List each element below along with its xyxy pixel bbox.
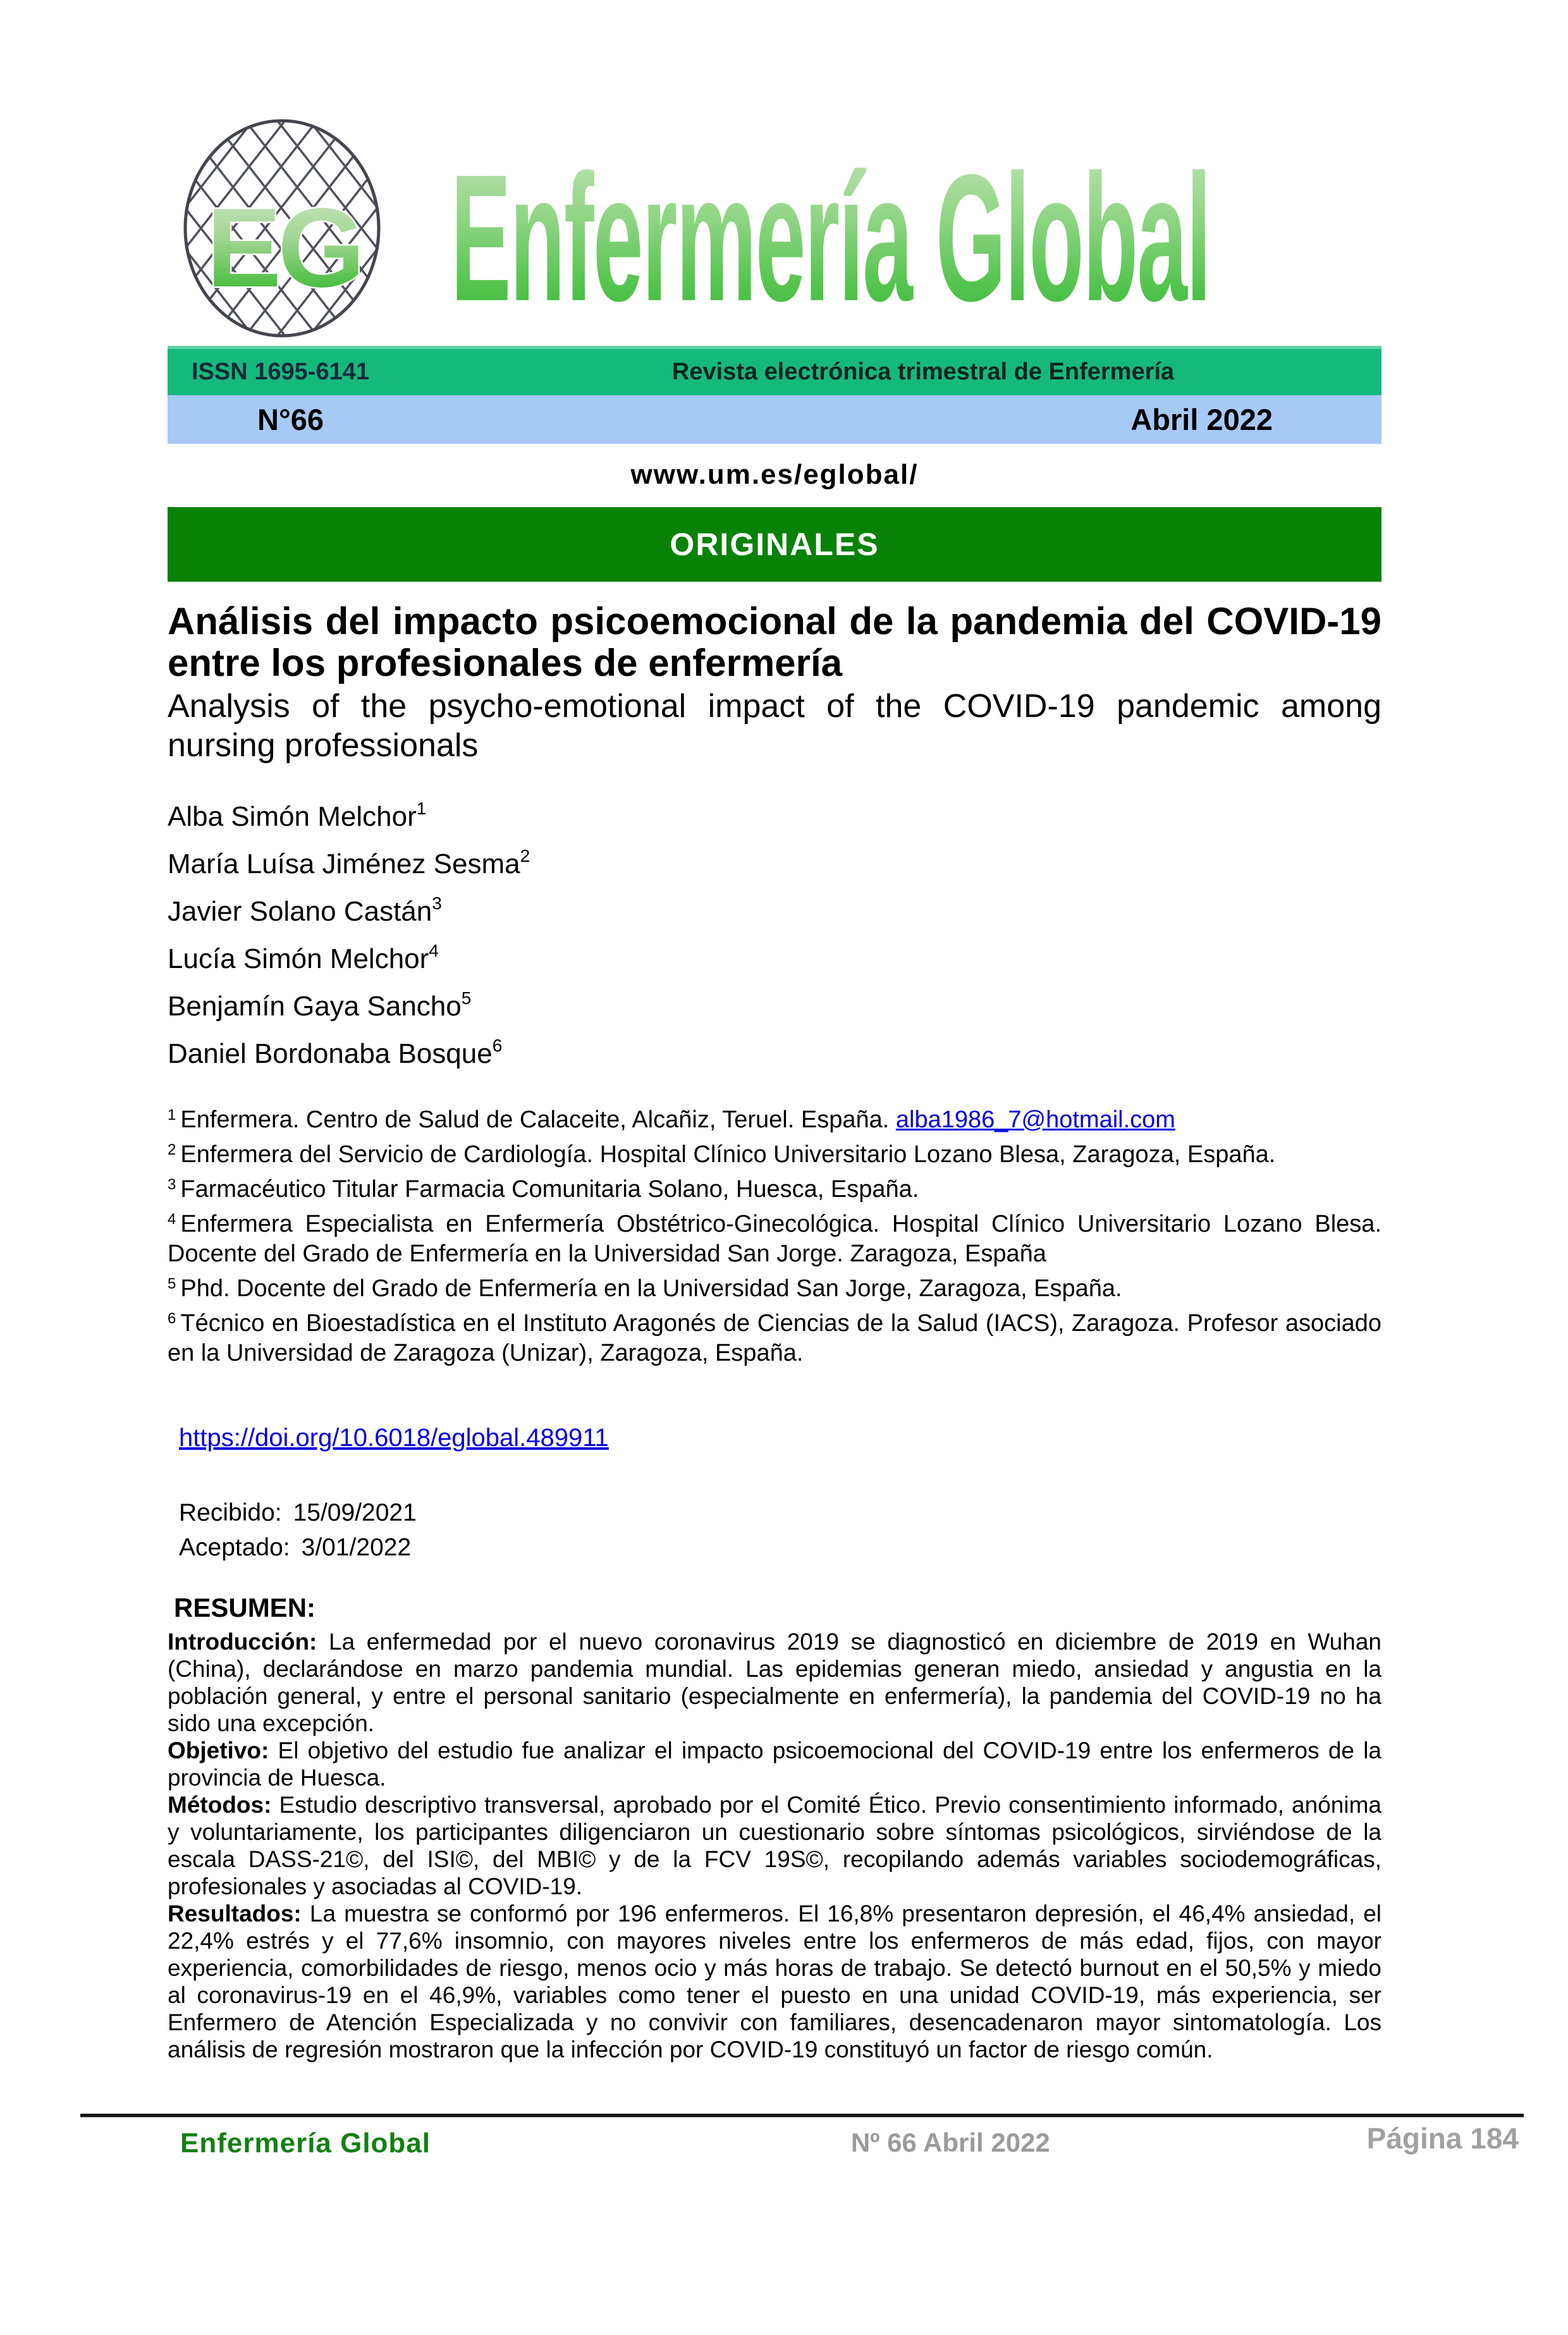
footer-journal-name: Enfermería Global	[180, 2128, 431, 2159]
footer-page-number: Página 184	[1366, 2122, 1519, 2155]
issue-number: N°66	[257, 403, 324, 436]
abstract-paragraph: Objetivo: El objetivo del estudio fue analizar el impacto psicoemocional del COVID-19 entre los enfermeros de la provincia de Huesca.	[168, 1737, 1381, 1791]
journal-header	[168, 117, 1381, 340]
article-title-en: Analysis of the psycho-emotional impact of the COVID-19 pandemic among nursing professionals	[168, 688, 1381, 764]
author: Javier Solano Castán$^3$	[168, 893, 442, 927]
author: María Luísa Jiménez Sesma$^2$	[168, 846, 530, 879]
author: Lucía Simón Melchor$^4$	[168, 941, 439, 974]
affiliation: $^4$ Enfermera Especialista en Enfermería Obstétrico-Ginecológica. Hospital Clínico Universitario Lozano Blesa. Docente del Grado de Enfermería en la Universidad San Jorge. Zaragoza, España	[168, 1211, 1381, 1267]
page-footer	[0, 2114, 1568, 2159]
abstract-paragraph: Introducción: La enfermedad por el nuevo coronavirus 2019 se diagnosticó en diciembre de 2019 en Wuhan (China), declarándose en marzo pandemia mundial. Las epidemias generan miedo, ansiedad y angustia en la población general, y entre el personal sanitario (especialmente en enfermería), la pandemia del COVID-19 no ha sido una excepción.	[168, 1629, 1381, 1736]
author: Benjamín Gaya Sancho$^5$	[168, 988, 472, 1022]
affiliation: $^1$ Enfermera. Centro de Salud de Calaceite, Alcañiz, Teruel. España. alba1986_7@hotmail.com	[168, 1106, 1175, 1133]
author-affil-sup: 3	[432, 893, 442, 913]
globe-logo-icon	[180, 117, 384, 340]
doi-line	[168, 1424, 1381, 1452]
issue-date: Abril 2022	[1130, 403, 1273, 436]
abstract-paragraph: Métodos: Estudio descriptivo transversal, aprobado por el Comité Ético. Previo consentimiento informado, anónima y voluntariamente, los participantes diligenciaron un cuestionario sobre síntomas psicológicos, sirviéndose de la escala DASS-21©, del ISI©, del MBI© y de la FCV 19S©, recopilando además variables sociodemográficas, profesionales y asociadas al COVID-19.	[168, 1792, 1381, 1899]
author-affil-sup: 2	[520, 846, 530, 866]
abstract-paragraph: Resultados: La muestra se conformó por 196 enfermeros. El 16,8% presentaron depresión, el 46,4% ansiedad, el 22,4% estrés y el 77,6% insomnio, con mayores niveles entre los enfermeros de más edad, fijos, con mayor experiencia, comorbilidades de riesgo, menos ocio y más horas de trabajo. Se detectó burnout en el 50,5% y miedo al coronavirus-19 en el 46,9%, variables como tener el puesto en una unidad COVID-19, más experiencia, ser Enfermero de Atención Especializada y no convivir con familiares, desencadenaron mayor sintomatología. Los análisis de regresión mostraron que la infección por COVID-19 constituyó un factor de riesgo común.	[168, 1901, 1381, 2062]
abstract-heading: RESUMEN:	[174, 1593, 316, 1622]
accepted-date-line: Aceptado: 3/01/2022	[179, 1534, 412, 1561]
issn-banner	[168, 346, 1381, 395]
section-header-originales: ORIGINALES	[168, 507, 1381, 582]
affiliation: $^6$ Técnico en Bioestadística en el Instituto Aragonés de Ciencias de la Salud (IACS), Zaragoza. Profesor asociado en la Universidad de Zaragoza (Unizar), Zaragoza, España.	[168, 1310, 1381, 1366]
author-affil-sup: 4	[429, 941, 439, 960]
author: Alba Simón Melchor$^1$	[168, 799, 427, 832]
received-date-line: Recibido: 15/09/2021	[179, 1499, 417, 1526]
author-affil-sup: 6	[492, 1036, 503, 1055]
issue-banner	[168, 395, 1381, 444]
footer-issue-info: Nº 66 Abril 2022	[850, 2128, 1050, 2157]
affiliation: $^3$ Farmacéutico Titular Farmacia Comunitaria Solano, Huesca, España.	[168, 1176, 919, 1203]
affiliation: $^2$ Enfermera del Servicio de Cardiología. Hospital Clínico Universitario Lozano Blesa, Zaragoza, España.	[168, 1141, 1276, 1168]
article-title-es: Análisis del impacto psicoemocional de la pandemia del COVID-19 entre los profesionales de enfermería	[168, 600, 1381, 684]
page-content	[168, 117, 1381, 2063]
journal-website-url: www.um.es/eglobal/	[630, 459, 919, 490]
footer-rule	[80, 2114, 1524, 2117]
affiliation-list	[168, 1100, 1381, 1368]
author-list	[168, 789, 1381, 1074]
journal-logotype: Enfermería Global	[451, 135, 1210, 342]
issn-number: ISSN 1695-6141	[192, 359, 369, 385]
journal-subtitle: Revista electrónica trimestral de Enfermería	[671, 359, 1175, 385]
abstract-body	[168, 1628, 1381, 2063]
author-affil-sup: 1	[416, 799, 427, 818]
logo-monogram: EG	[206, 185, 362, 310]
author-affil-sup: 5	[461, 988, 472, 1008]
author: Daniel Bordonaba Bosque$^6$	[168, 1036, 503, 1069]
affiliation: $^5$ Phd. Docente del Grado de Enfermería en la Universidad San Jorge, Zaragoza, España.	[168, 1275, 1122, 1302]
journal-article-page	[0, 117, 1568, 2335]
doi-link[interactable]: https://doi.org/10.6018/eglobal.489911	[179, 1424, 609, 1452]
email-link[interactable]: alba1986_7@hotmail.com	[895, 1106, 1175, 1133]
article-dates	[168, 1495, 1381, 1565]
